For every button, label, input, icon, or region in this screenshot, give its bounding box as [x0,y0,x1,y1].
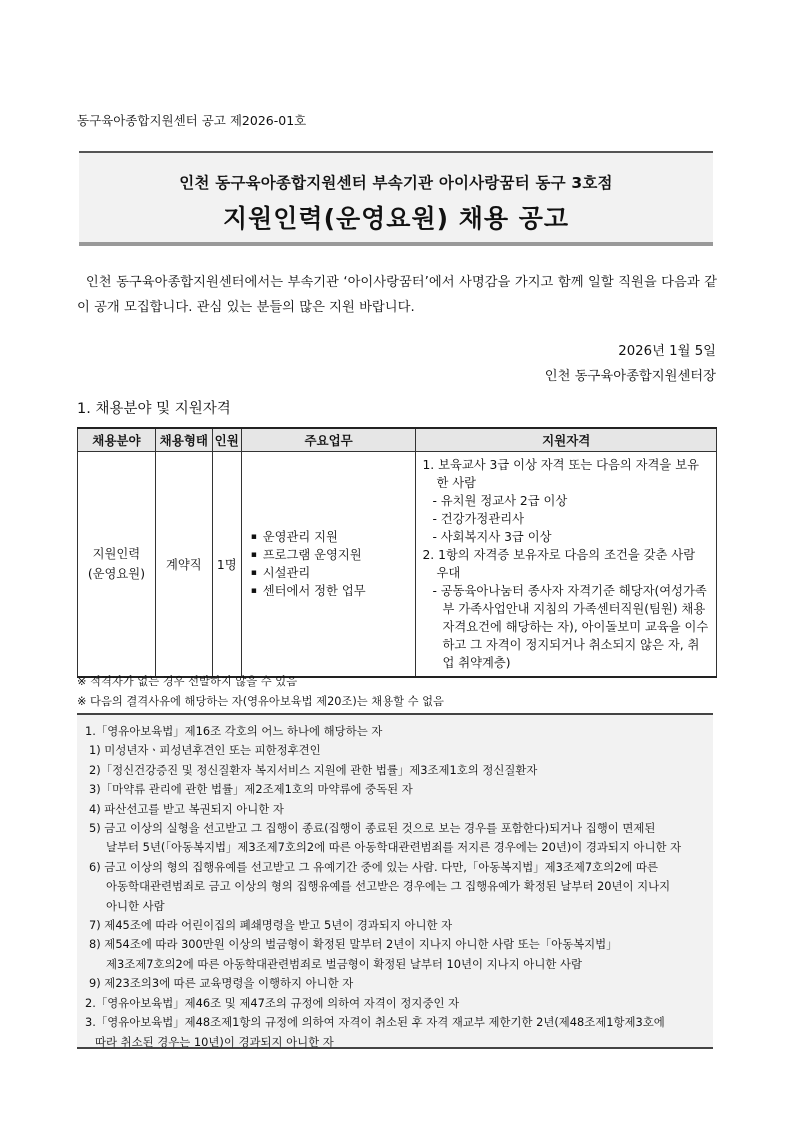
duties-list [250,528,416,600]
table-header-row [78,428,717,452]
field-line-2: (운영요원) [87,567,145,581]
criteria-line: 따라 취소된 경우는 10년)이 경과되지 아니한 자 [95,1034,334,1049]
criteria-line: 7) 제45조에 따라 어린이집의 폐쇄명령을 받고 5년이 경과되지 아니한 자 [89,918,453,933]
criteria-line: 아동학대관련범죄로 금고 이상의 형의 집행유예를 선고받은 경우에는 그 집행유예가 확정된 날부터 20년이 지나지 [106,879,671,894]
recruitment-table [77,427,717,678]
title-subtitle: 인천 동구육아종합지원센터 부속기관 아이사랑꿈터 동구 3호점 [179,174,613,192]
criteria-line: 3.「영유아보육법」제48조제1항의 규정에 의하여 자격이 취소된 후 자격 재교부 제한기한 2년(제48조제1항제3호에 [85,1015,665,1030]
notice-date: 2026년 1월 5일 [618,344,716,359]
header-duties: 주요업무 [241,428,416,452]
duty-item: ▪ 운영관리 지원 [263,528,416,546]
duty-item: ▪ 센터에서 정한 업무 [263,582,416,600]
criteria-line: 날부터 5년(「아동복지법」제3조제7호의2에 따른 아동학대관련범죄를 저지른 경우에는 20년)이 경과되지 아니한 자 [106,840,682,855]
note-1: ※ 적격자가 없는 경우 선발하지 않을 수 있음 [77,675,298,688]
criteria-line: 2.「영유아보육법」제46조 및 제47조의 규정에 의하여 자격이 정지중인 자 [85,995,460,1010]
qualification-1-item: - 건강가정관리사 [432,512,524,526]
cell-qualifications [416,452,717,678]
criteria-line: 제3조제7호의2에 따른 아동학대관련범죄로 벌금형이 확정된 날부터 10년이 지나지 아니한 사람 [106,956,582,971]
header-type: 채용형태 [155,428,212,452]
note-2: ※ 다음의 결격사유에 해당하는 자(영유아보육법 제20조)는 채용할 수 없음 [77,695,444,708]
disqualification-box [77,713,713,1049]
qualification-1-item: - 사회복지사 3급 이상 [432,530,552,544]
title-box [79,151,713,246]
intro-paragraph [77,270,717,320]
duty-item: ▪ 프로그램 운영지원 [263,546,416,564]
header-field: 채용분야 [78,428,156,452]
criteria-line: 8) 제54조에 따라 300만원 이상의 벌금형이 확정된 말부터 2년이 지나지 아니한 사람 또는「아동복지법」 [89,937,618,952]
criteria-line: 2)「정신건강증진 및 정신질환자 복지서비스 지원에 관한 법률」제3조제1호의 정신질환자 [89,762,538,777]
page-title: 지원인력(운영요원) 채용 공고 [222,204,570,233]
intro-text: 인천 동구육아종합지원센터에서는 부속기관 ‘아이사랑꿈터’에서 사명감을 가지고 함께 일할 직원을 다음과 같이 공개 모집합니다. 관심 있는 분들의 많은 지원 바랍니다. [77,275,717,315]
qualification-1-item: - 유치원 정교사 2급 이상 [432,494,568,508]
criteria-line: 9) 제23조의3에 따른 교육명령을 이행하지 아니한 자 [89,976,354,991]
cell-field [78,452,156,678]
criteria-line: 4) 파산선고를 받고 복권되지 아니한 자 [89,801,284,816]
header-headcount: 인원 [212,428,241,452]
cell-employment-type: 계약직 [155,452,212,678]
section-1-title: 1. 채용분야 및 지원자격 [77,401,231,417]
criteria-line: 아니한 사람 [106,898,165,913]
criteria-line: 5) 금고 이상의 실형을 선고받고 그 집행이 종료(집행이 종료된 것으로 보는 경우를 포함한다)되거나 집행이 면제된 [89,821,656,836]
cell-headcount: 1명 [212,452,241,678]
criteria-line: 3)「마약류 관리에 관한 법률」제2조제1호의 마약류에 중독된 자 [89,782,413,797]
cell-duties [241,452,416,678]
criteria-line: 1.「영유아보육법」제16조 각호의 어느 하나에 해당하는 자 [85,724,383,738]
criteria-line: 1) 미성년자ㆍ피성년후견인 또는 피한정후견인 [89,743,321,758]
criteria-line: 6) 금고 이상의 형의 집행유예를 선고받고 그 유예기간 중에 있는 사람. 다만,「아동복지법」제3조제7호의2에 따른 [89,859,659,874]
issuer: 인천 동구육아종합지원센터장 [544,369,716,384]
qualification-2-item: - 공동육아나눔터 종사자 자격기준 해당자(여성가족부 가족사업안내 지침의 가족센터직원(팀원) 채용 자격요건에 해당하는 자), 아이돌보미 교육을 이수하고 그 자격이 정지되거나 취소되지 않은 자, 취업 취약계층) [432,584,709,670]
duty-item: ▪ 시설관리 [263,564,416,582]
qualification-1: 1. 보육교사 3급 이상 자격 또는 다음의 자격을 보유한 사람 [422,458,699,490]
header-qualifications: 지원자격 [416,428,717,452]
table-row [78,452,717,678]
qualification-2: 2. 1항의 자격증 보유자로 다음의 조건을 갖춘 사람 우대 [422,548,696,580]
notice-number: 동구육아종합지원센터 공고 제2026-01호 [77,113,307,128]
field-line-1: 지원인력 [92,547,141,561]
